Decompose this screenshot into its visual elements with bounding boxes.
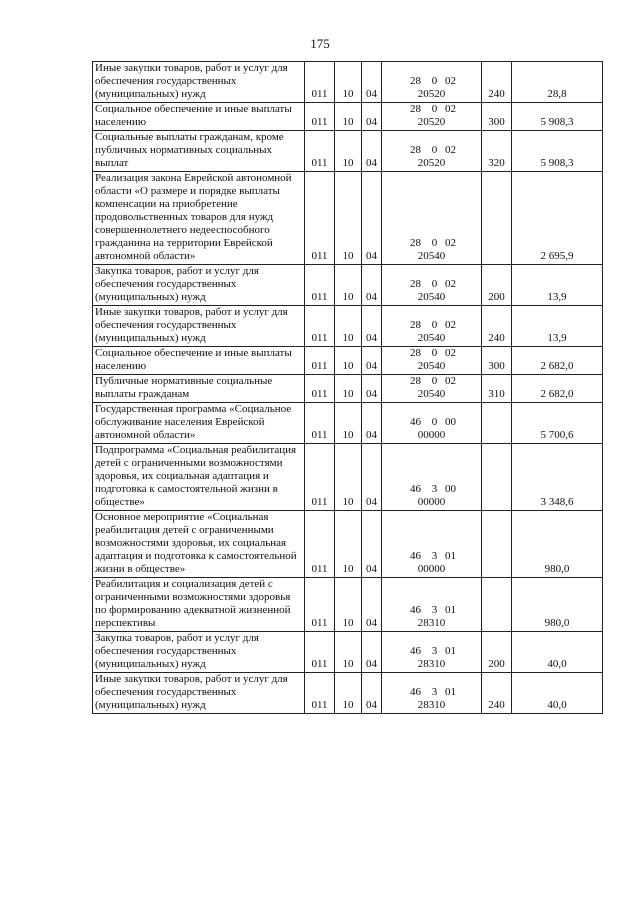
target-article-part: 02 — [445, 347, 456, 359]
subsection-code-cell: 04 — [362, 131, 382, 172]
target-article-cell — [382, 511, 482, 578]
subsection-code-cell: 04 — [362, 673, 382, 714]
expense-type-cell: 240 — [482, 62, 512, 103]
target-article-part: 0 — [431, 375, 438, 387]
subsection-code-cell: 04 — [362, 265, 382, 306]
amount-cell: 5 908,3 — [512, 131, 603, 172]
target-article-part: 20540 — [417, 332, 446, 344]
subsection-code-cell: 04 — [362, 444, 382, 511]
target-article-part: 20540 — [417, 250, 446, 262]
row-name-cell: Социальное обеспечение и иные выплаты населению — [93, 347, 305, 375]
target-article-cell — [382, 673, 482, 714]
subsection-code-cell: 04 — [362, 578, 382, 632]
amount-cell: 980,0 — [512, 511, 603, 578]
target-article-cell — [382, 347, 482, 375]
target-article-part: 46 — [410, 604, 421, 616]
row-name-cell: Подпрограмма «Социальная реабилитация детей с ограниченными возможностями здоровья, их социальная адаптация и подготовка к самостоятельной жизни в обществе» — [93, 444, 305, 511]
target-article-part: 20540 — [417, 388, 446, 400]
target-article-cell — [382, 172, 482, 265]
section-code-cell: 10 — [335, 632, 362, 673]
section-code-cell: 10 — [335, 103, 362, 131]
target-article-part: 0 — [431, 237, 438, 249]
target-article-part: 01 — [445, 604, 456, 616]
expense-type-cell — [482, 403, 512, 444]
row-name-cell: Иные закупки товаров, работ и услуг для обеспечения государственных (муниципальных) нужд — [93, 306, 305, 347]
expense-type-cell: 200 — [482, 632, 512, 673]
target-article-part: 02 — [445, 103, 456, 115]
target-article-part: 28310 — [417, 617, 446, 629]
expense-type-cell: 240 — [482, 673, 512, 714]
ministry-code-cell: 011 — [305, 131, 335, 172]
target-article-cell — [382, 131, 482, 172]
amount-cell: 980,0 — [512, 578, 603, 632]
page-number: 175 — [310, 36, 330, 51]
target-article-part: 3 — [431, 645, 438, 657]
expense-type-cell: 240 — [482, 306, 512, 347]
subsection-code-cell: 04 — [362, 511, 382, 578]
target-article-part: 00000 — [417, 429, 446, 441]
target-article-part: 28310 — [417, 699, 446, 711]
target-article-part: 28 — [410, 347, 421, 359]
target-article-part: 3 — [431, 686, 438, 698]
expense-type-cell: 300 — [482, 103, 512, 131]
section-code-cell: 10 — [335, 306, 362, 347]
target-article-part: 02 — [445, 144, 456, 156]
row-name-cell: Государственная программа «Социальное обслуживание населения Еврейской автономной области» — [93, 403, 305, 444]
target-article-part: 20540 — [417, 291, 446, 303]
amount-cell: 5 700,6 — [512, 403, 603, 444]
target-article-part: 20520 — [417, 116, 446, 128]
target-article-part: 0 — [431, 75, 438, 87]
section-code-cell: 10 — [335, 375, 362, 403]
target-article-part: 3 — [431, 550, 438, 562]
row-name-cell: Социальное обеспечение и иные выплаты населению — [93, 103, 305, 131]
target-article-part: 3 — [431, 483, 438, 495]
target-article-cell — [382, 103, 482, 131]
ministry-code-cell: 011 — [305, 403, 335, 444]
target-article-part: 28 — [410, 103, 421, 115]
target-article-part: 28 — [410, 375, 421, 387]
table-row — [93, 62, 603, 103]
row-name-cell: Социальные выплаты гражданам, кроме публичных нормативных социальных выплат — [93, 131, 305, 172]
ministry-code-cell: 011 — [305, 347, 335, 375]
target-article-part: 02 — [445, 75, 456, 87]
expense-type-cell: 300 — [482, 347, 512, 375]
row-name-cell: Реализация закона Еврейской автономной области «О размере и порядке выплаты компенсации на приобретение продовольственных товаров для нужд совершеннолетнего недееспособного гражданина на территории Еврейской автономной области» — [93, 172, 305, 265]
ministry-code-cell: 011 — [305, 578, 335, 632]
budget-table — [92, 61, 603, 714]
ministry-code-cell: 011 — [305, 673, 335, 714]
amount-cell: 5 908,3 — [512, 103, 603, 131]
target-article-part: 28 — [410, 75, 421, 87]
expense-type-cell — [482, 172, 512, 265]
target-article-part: 28310 — [417, 658, 446, 670]
target-article-part: 01 — [445, 645, 456, 657]
table-row — [93, 131, 603, 172]
target-article-part: 01 — [445, 686, 456, 698]
ministry-code-cell: 011 — [305, 632, 335, 673]
amount-cell: 40,0 — [512, 673, 603, 714]
table-row — [93, 172, 603, 265]
target-article-part: 46 — [410, 483, 421, 495]
section-code-cell: 10 — [335, 347, 362, 375]
amount-cell: 3 348,6 — [512, 444, 603, 511]
target-article-part: 20540 — [417, 360, 446, 372]
subsection-code-cell: 04 — [362, 375, 382, 403]
section-code-cell: 10 — [335, 172, 362, 265]
target-article-part: 46 — [410, 550, 421, 562]
amount-cell: 13,9 — [512, 306, 603, 347]
amount-cell: 2 682,0 — [512, 375, 603, 403]
ministry-code-cell: 011 — [305, 103, 335, 131]
table-row — [93, 578, 603, 632]
subsection-code-cell: 04 — [362, 306, 382, 347]
ministry-code-cell: 011 — [305, 511, 335, 578]
target-article-part: 00 — [445, 416, 456, 428]
subsection-code-cell: 04 — [362, 172, 382, 265]
table-row — [93, 306, 603, 347]
row-name-cell: Закупка товаров, работ и услуг для обеспечения государственных (муниципальных) нужд — [93, 632, 305, 673]
target-article-part: 0 — [431, 347, 438, 359]
row-name-cell: Основное мероприятие «Социальная реабилитация детей с ограниченными возможностями здоровья, их социальная адаптация и подготовка к самостоятельной жизни в обществе» — [93, 511, 305, 578]
target-article-part: 00000 — [417, 563, 446, 575]
target-article-part: 28 — [410, 237, 421, 249]
subsection-code-cell: 04 — [362, 62, 382, 103]
row-name-cell: Иные закупки товаров, работ и услуг для обеспечения государственных (муниципальных) нужд — [93, 673, 305, 714]
target-article-part: 20520 — [417, 88, 446, 100]
section-code-cell: 10 — [335, 265, 362, 306]
table-row — [93, 673, 603, 714]
target-article-part: 0 — [431, 278, 438, 290]
table-row — [93, 375, 603, 403]
expense-type-cell: 320 — [482, 131, 512, 172]
target-article-part: 46 — [410, 686, 421, 698]
subsection-code-cell: 04 — [362, 632, 382, 673]
target-article-part: 0 — [431, 319, 438, 331]
target-article-part: 02 — [445, 237, 456, 249]
target-article-part: 3 — [431, 604, 438, 616]
section-code-cell: 10 — [335, 511, 362, 578]
target-article-part: 46 — [410, 645, 421, 657]
subsection-code-cell: 04 — [362, 347, 382, 375]
ministry-code-cell: 011 — [305, 265, 335, 306]
target-article-part: 01 — [445, 550, 456, 562]
section-code-cell: 10 — [335, 578, 362, 632]
target-article-part: 02 — [445, 278, 456, 290]
target-article-part: 28 — [410, 278, 421, 290]
ministry-code-cell: 011 — [305, 62, 335, 103]
expense-type-cell: 310 — [482, 375, 512, 403]
target-article-cell — [382, 375, 482, 403]
expense-type-cell — [482, 578, 512, 632]
table-row — [93, 103, 603, 131]
target-article-part: 0 — [431, 144, 438, 156]
target-article-part: 46 — [410, 416, 421, 428]
target-article-part: 02 — [445, 375, 456, 387]
table-row — [93, 347, 603, 375]
section-code-cell: 10 — [335, 673, 362, 714]
ministry-code-cell: 011 — [305, 172, 335, 265]
row-name-cell: Публичные нормативные социальные выплаты гражданам — [93, 375, 305, 403]
expense-type-cell — [482, 444, 512, 511]
target-article-cell — [382, 578, 482, 632]
target-article-part: 00 — [445, 483, 456, 495]
table-row — [93, 511, 603, 578]
amount-cell: 40,0 — [512, 632, 603, 673]
section-code-cell: 10 — [335, 444, 362, 511]
subsection-code-cell: 04 — [362, 403, 382, 444]
section-code-cell: 10 — [335, 62, 362, 103]
row-name-cell: Закупка товаров, работ и услуг для обеспечения государственных (муниципальных) нужд — [93, 265, 305, 306]
target-article-cell — [382, 62, 482, 103]
expense-type-cell — [482, 511, 512, 578]
target-article-part: 20520 — [417, 157, 446, 169]
amount-cell: 28,8 — [512, 62, 603, 103]
target-article-cell — [382, 632, 482, 673]
target-article-part: 28 — [410, 144, 421, 156]
ministry-code-cell: 011 — [305, 306, 335, 347]
target-article-cell — [382, 403, 482, 444]
section-code-cell: 10 — [335, 131, 362, 172]
amount-cell: 2 695,9 — [512, 172, 603, 265]
amount-cell: 2 682,0 — [512, 347, 603, 375]
target-article-part: 28 — [410, 319, 421, 331]
table-row — [93, 444, 603, 511]
section-code-cell: 10 — [335, 403, 362, 444]
subsection-code-cell: 04 — [362, 103, 382, 131]
target-article-cell — [382, 265, 482, 306]
table-row — [93, 265, 603, 306]
target-article-part: 00000 — [417, 496, 446, 508]
target-article-cell — [382, 306, 482, 347]
table-row — [93, 403, 603, 444]
target-article-cell — [382, 444, 482, 511]
table-row — [93, 632, 603, 673]
target-article-part: 0 — [431, 103, 438, 115]
expense-type-cell: 200 — [482, 265, 512, 306]
target-article-part: 0 — [431, 416, 438, 428]
amount-cell: 13,9 — [512, 265, 603, 306]
row-name-cell: Реабилитация и социализация детей с ограниченными возможностями здоровья по формированию адекватной жизненной перспективы — [93, 578, 305, 632]
target-article-part: 02 — [445, 319, 456, 331]
row-name-cell: Иные закупки товаров, работ и услуг для обеспечения государственных (муниципальных) нужд — [93, 62, 305, 103]
ministry-code-cell: 011 — [305, 444, 335, 511]
ministry-code-cell: 011 — [305, 375, 335, 403]
